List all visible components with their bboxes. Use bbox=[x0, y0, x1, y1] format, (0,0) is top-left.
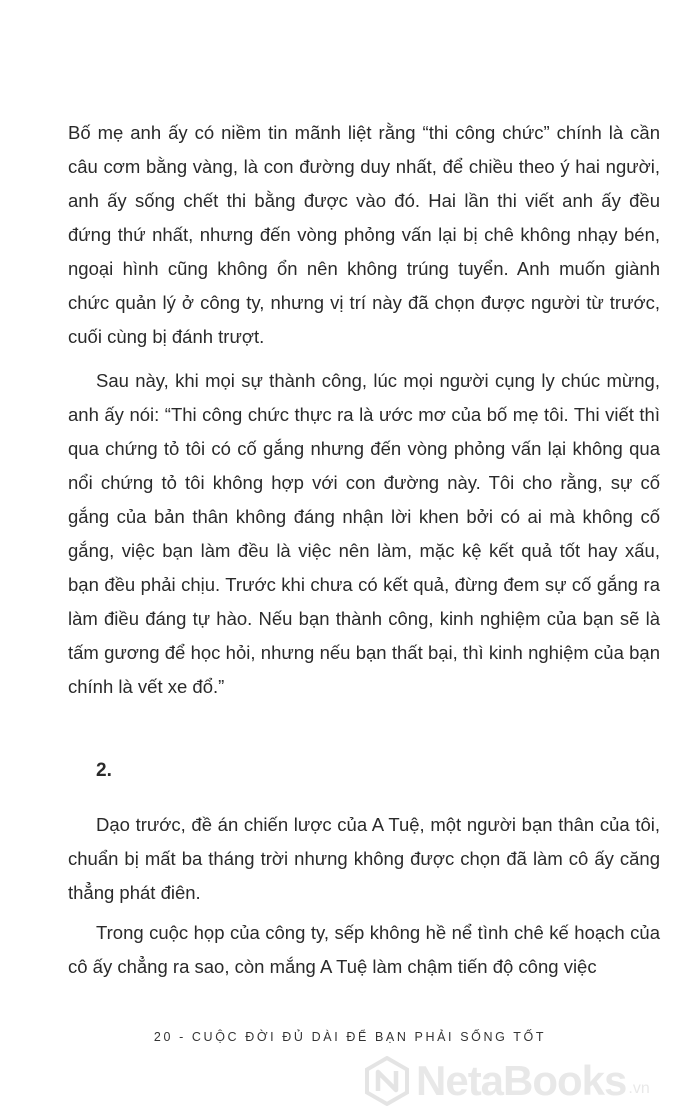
page-footer: 20 - CUỘC ĐỜI ĐỦ DÀI ĐỂ BẠN PHẢI SỐNG TỐT bbox=[153, 1030, 547, 1044]
section-number: 2. bbox=[96, 760, 112, 781]
watermark-suffix: .vn bbox=[628, 1080, 650, 1097]
watermark-brand: NetaBooks bbox=[416, 1057, 627, 1104]
paragraph-2: Sau này, khi mọi sự thành công, lúc mọi người cụng ly chúc mừng, anh ấy nói: “Thi công chức thực ra là ước mơ của bố mẹ tôi. Thi viết thì qua chứng tỏ tôi có cố gắng nhưng đến vòng phỏng vấn lại không qua nổi chứng tỏ tôi không hợp với con đường này. Tôi cho rằng, sự cố gắng của bản thân không đáng nhận lời khen bởi có ai mà không cố gắng, việc bạn làm đều là việc nên làm, mặc kệ kết quả tốt hay xấu, bạn đều phải chịu. Trước khi chưa có kết quả, đừng đem sự cố gắng ra làm điều đáng tự hào. Nếu bạn thành công, kinh nghiệm của bạn sẽ là tấm gương để học hỏi, nhưng nếu bạn thất bại, thì kinh nghiệm của bạn chính là vết xe đổ.” bbox=[68, 370, 660, 697]
paragraph-1: Bố mẹ anh ấy có niềm tin mãnh liệt rằng “thi công chức” chính là cần câu cơm bằng vàng, là con đường duy nhất, để chiều theo ý hai người, anh ấy sống chết thi bằng được vào đó. Hai lần thi viết anh ấy đều đứng thứ nhất, nhưng đến vòng phỏng vấn lại bị chê không nhạy bén, ngoại hình cũng không ổn nên không trúng tuyển. Anh muốn giành chức quản lý ở công ty, nhưng vị trí này đã chọn được người từ trước, cuối cùng bị đánh trượt. bbox=[68, 122, 660, 347]
watermark bbox=[362, 1054, 650, 1108]
paragraph-3: Dạo trước, đề án chiến lược của A Tuệ, một người bạn thân của tôi, chuẩn bị mất ba tháng trời nhưng không được chọn đã làm cô ấy căng thẳng phát điên. bbox=[68, 814, 660, 903]
paragraph-4: Trong cuộc họp của công ty, sếp không hề nể tình chê kế hoạch của cô ấy chẳng ra sao, còn mắng A Tuệ làm chậm tiến độ công việc bbox=[68, 922, 660, 977]
netabooks-logo-icon bbox=[362, 1056, 412, 1106]
